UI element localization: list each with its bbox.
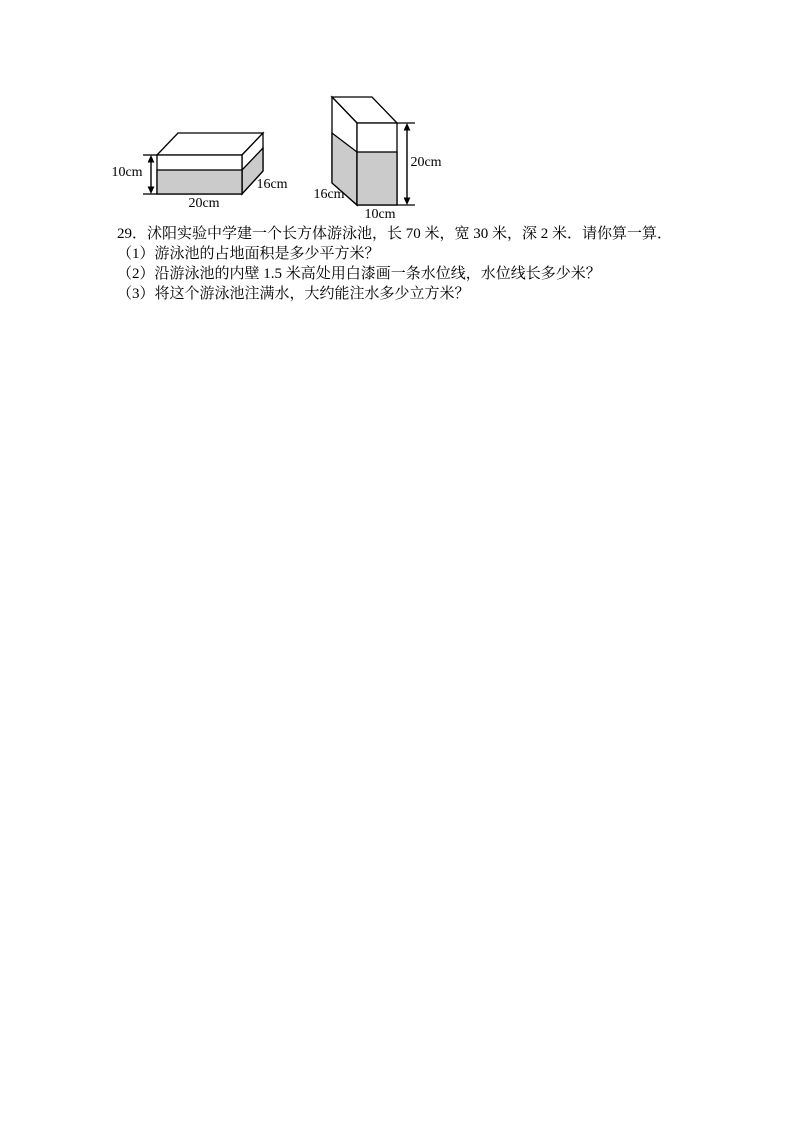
tall-box-arrow-up-icon [404,123,411,131]
flat-box-arrow-up-icon [148,155,155,163]
flat-box-height-label: 10cm [111,165,143,180]
flat-box-width-label: 20cm [188,196,220,211]
flat-box-depth-label: 16cm [256,177,288,192]
tall-box-diagram [313,97,441,222]
tall-box-arrow-down-icon [404,198,411,206]
tall-box-front-water-fill [357,152,397,205]
tall-box-width-label: 10cm [364,207,396,222]
problem-part-2: （2）沿游泳池的内壁 1.5 米高处用白漆画一条水位线，水位线长多少米？ [117,266,601,282]
tall-box-height-label: 20cm [410,155,442,170]
flat-box-diagram [111,133,287,211]
problem-part-3: （3）将这个游泳池注满水，大约能注水多少立方米？ [117,286,470,302]
problem-part-1: （1）游泳池的占地面积是多少平方米？ [117,246,380,262]
flat-box-front-water-fill [157,170,242,194]
tall-box-depth-label: 16cm [313,187,345,202]
problem-statement: 29．沭阳实验中学建一个长方体游泳池，长 70 米，宽 30 米，深 2 米．请你算一算． [117,226,673,242]
flat-box-arrow-down-icon [148,187,155,195]
water-box-diagrams [100,90,445,228]
problem-block [117,224,697,304]
